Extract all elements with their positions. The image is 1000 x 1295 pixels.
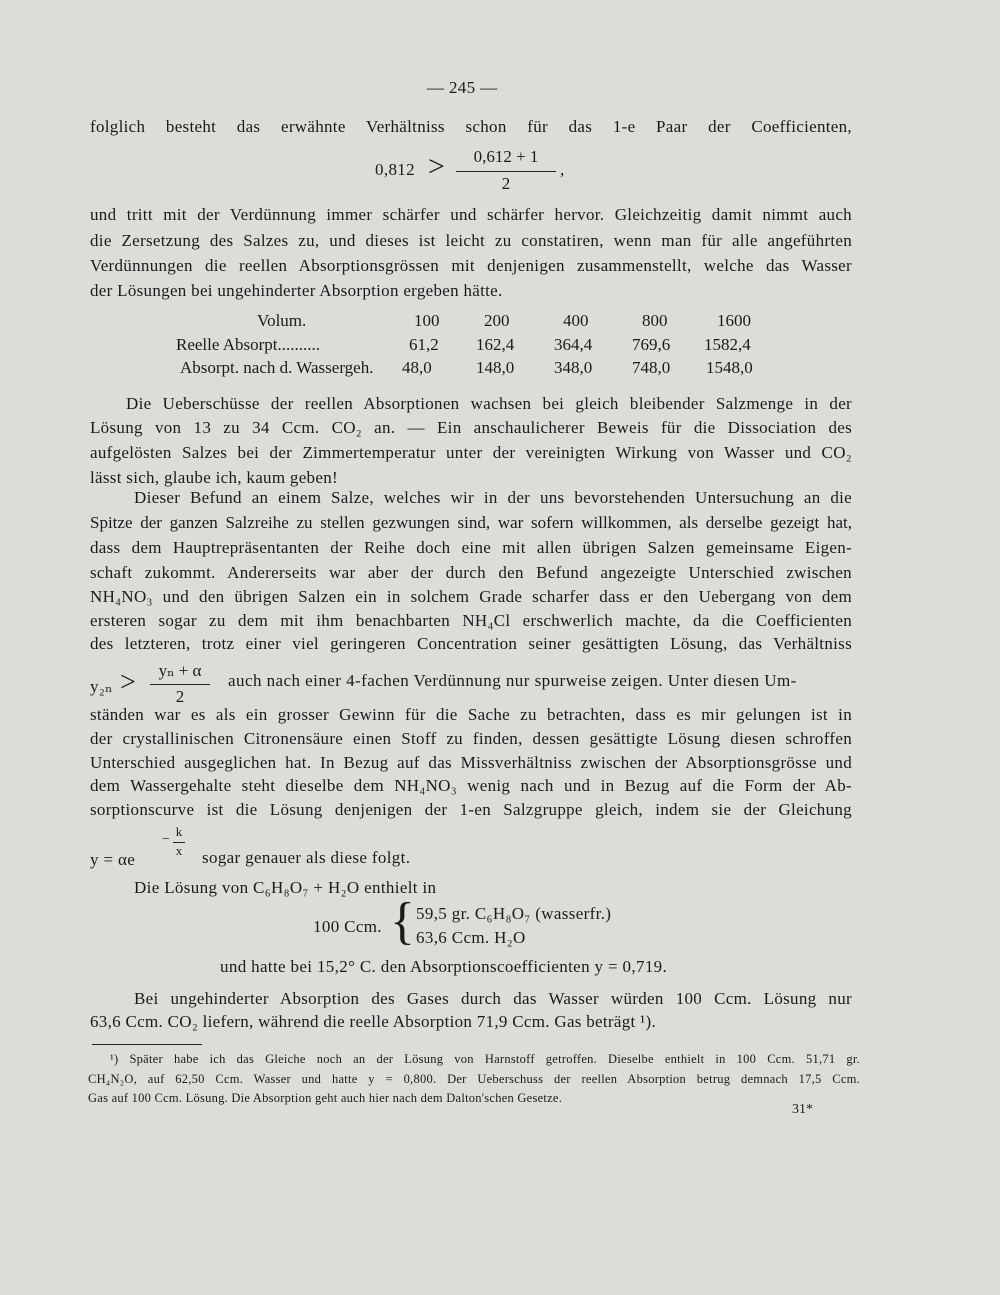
paragraph-line: Dieser Befund an einem Salze, welches wir in der uns bevorstehenden Untersuchung an die	[134, 488, 852, 507]
paragraph-line: der Lösungen bei ungehinderter Absorption ergeben hätte.	[90, 281, 503, 300]
fraction-denominator: 2	[501, 174, 511, 193]
greater-than-sign: >	[120, 667, 136, 698]
paragraph-line: des letzteren, trotz einer viel geringeren Concentration seiner gesättigten Lösung, das Verhältniss	[90, 634, 852, 653]
fraction-denominator: 2	[175, 687, 185, 706]
paragraph-line: Lösung von 13 zu 34 Ccm. CO₂ an. — Ein anschaulicherer Beweis für die Dissociation des	[90, 418, 852, 437]
equation-left: y₂ₙ	[90, 677, 113, 696]
paragraph-line: schaft zukommt. Andererseits war aber der durch den Befund angezeigte Unterschied zwischen	[90, 563, 852, 582]
composition-label: 100 Ccm.	[313, 917, 382, 936]
table-cell: 162,4	[476, 335, 515, 354]
paragraph-line: dem Wassergehalte steht dieselbe dem NH₄NO₃ wenig nach und in Bezug auf die Form der Ab-	[90, 776, 852, 795]
paragraph-line: Unterschied ausgeglichen hat. In Bezug auf das Missverhältniss zwischen der Absorptionsgrösse und	[90, 753, 852, 772]
paragraph-line: und tritt mit der Verdünnung immer schärfer und schärfer hervor. Gleichzeitig damit nimmt auch	[90, 205, 852, 224]
table-header-cell: 1600	[717, 311, 751, 330]
exponent-numerator: k	[175, 824, 183, 839]
table-header-cell: 100	[414, 311, 440, 330]
paragraph-line: folglich besteht das erwähnte Verhältniss schon für das 1-e Paar der Coefficienten,	[90, 117, 852, 136]
paragraph-line: lässt sich, glaube ich, kaum geben!	[90, 468, 338, 487]
paragraph-line: sogar genauer als diese folgt.	[202, 848, 411, 867]
paragraph-line: Bei ungehinderter Absorption des Gases durch das Wasser würden 100 Ccm. Lösung nur	[134, 989, 852, 1008]
table-cell: 48,0	[402, 358, 432, 377]
table-header-cell: 800	[642, 311, 668, 330]
fraction-numerator: yₙ + α	[158, 661, 202, 680]
signature-mark: 31*	[792, 1102, 813, 1117]
paragraph-line: NH₄NO₃ und den übrigen Salzen ein in solchem Grade scharfer dass er den Uebergang von dem	[90, 587, 852, 606]
table-header-cell: 200	[484, 311, 510, 330]
equation-punctuation: ,	[560, 160, 565, 179]
curly-brace: {	[390, 893, 415, 950]
footnote-line: CH₄N₂O, auf 62,50 Ccm. Wasser und hatte y = 0,800. Der Ueberschuss der reellen Absorption betrug demnach 17,5 Ccm.	[88, 1072, 860, 1086]
paragraph-line: auch nach einer 4-fachen Verdünnung nur spurweise zeigen. Unter diesen Um-	[228, 671, 797, 690]
equation-left: y = αe	[90, 850, 136, 869]
composition-line: 63,6 Ccm. H₂O	[416, 928, 526, 947]
paragraph-line: der crystallinischen Citronensäure einen Stoff zu finden, dessen gesättigte Lösung diesen schroffen	[90, 729, 852, 748]
table-cell: 1582,4	[704, 335, 751, 354]
table-cell: 148,0	[476, 358, 515, 377]
paragraph-line: ständen war es als ein grosser Gewinn für die Sache zu betrachten, dass es mir gelungen ist in	[90, 705, 852, 724]
exponent-denominator: x	[175, 843, 183, 858]
table-cell: 769,6	[632, 335, 671, 354]
paragraph-line: sorptionscurve ist die Lösung denjenigen der 1-en Salzgruppe gleich, indem sie der Gleichung	[90, 800, 852, 819]
table-header-cell: 400	[563, 311, 589, 330]
table-cell: 748,0	[632, 358, 671, 377]
equation-left: 0,812	[375, 160, 415, 179]
paragraph-line: Die Lösung von C₆H₈O₇ + H₂O enthielt in	[134, 878, 437, 897]
footnote-line: Gas auf 100 Ccm. Lösung. Die Absorption geht auch hier nach dem Dalton'schen Gesetze.	[88, 1091, 563, 1105]
paragraph-line: und hatte bei 15,2° C. den Absorptionscoefficienten y = 0,719.	[220, 957, 668, 976]
paragraph-line: die Zersetzung des Salzes zu, und dieses ist leicht zu constatiren, wenn man für alle angeführten	[90, 231, 852, 250]
table-cell: 61,2	[409, 335, 439, 354]
table-row-label: Absorpt. nach d. Wassergeh.	[180, 358, 374, 377]
fraction-bar	[150, 684, 210, 685]
paragraph-line: Die Ueberschüsse der reellen Absorptionen wachsen bei gleich bleibender Salzmenge in der	[126, 394, 852, 413]
paragraph-line: ersteren sogar zu dem mit ihm benachbarten NH₄Cl erschwerlich machte, da die Coefficienten	[90, 611, 852, 630]
footnote-rule	[92, 1044, 202, 1045]
greater-than-sign: >	[428, 150, 445, 183]
paragraph-line: Spitze der ganzen Salzreihe zu stellen gezwungen sind, war sofern willkommen, als derselbe gezeigt hat,	[90, 513, 852, 532]
exponent-sign: −	[162, 832, 170, 847]
fraction-bar	[456, 171, 556, 172]
paragraph-line: aufgelösten Salzes bei der Zimmertemperatur unter der vereinigten Wirkung von Wasser und CO₂	[90, 443, 852, 462]
paragraph-line: Verdünnungen die reellen Absorptionsgrössen mit denjenigen zusammenstellt, welche das Wasser	[90, 256, 852, 275]
table-header-label: Volum.	[257, 311, 307, 330]
footnote-line: ¹) Später habe ich das Gleiche noch an der Lösung von Harnstoff getroffen. Dieselbe enthielt in 100 Ccm. 51,71 gr.	[110, 1052, 860, 1066]
table-cell: 364,4	[554, 335, 593, 354]
table-row-label: Reelle Absorpt..........	[176, 335, 321, 354]
composition-line: 59,5 gr. C₆H₈O₇ (wasserfr.)	[416, 904, 612, 923]
paragraph-line: 63,6 Ccm. CO₂ liefern, während die reelle Absorption 71,9 Ccm. Gas beträgt ¹).	[90, 1012, 657, 1031]
fraction-numerator: 0,612 + 1	[473, 147, 539, 166]
paragraph-line: dass dem Hauptrepräsentanten der Reihe doch eine mit allen übrigen Salzen gemeinsame Eigen-	[90, 538, 852, 557]
table-cell: 1548,0	[706, 358, 753, 377]
table-cell: 348,0	[554, 358, 593, 377]
page-number: — 245 —	[427, 78, 498, 97]
